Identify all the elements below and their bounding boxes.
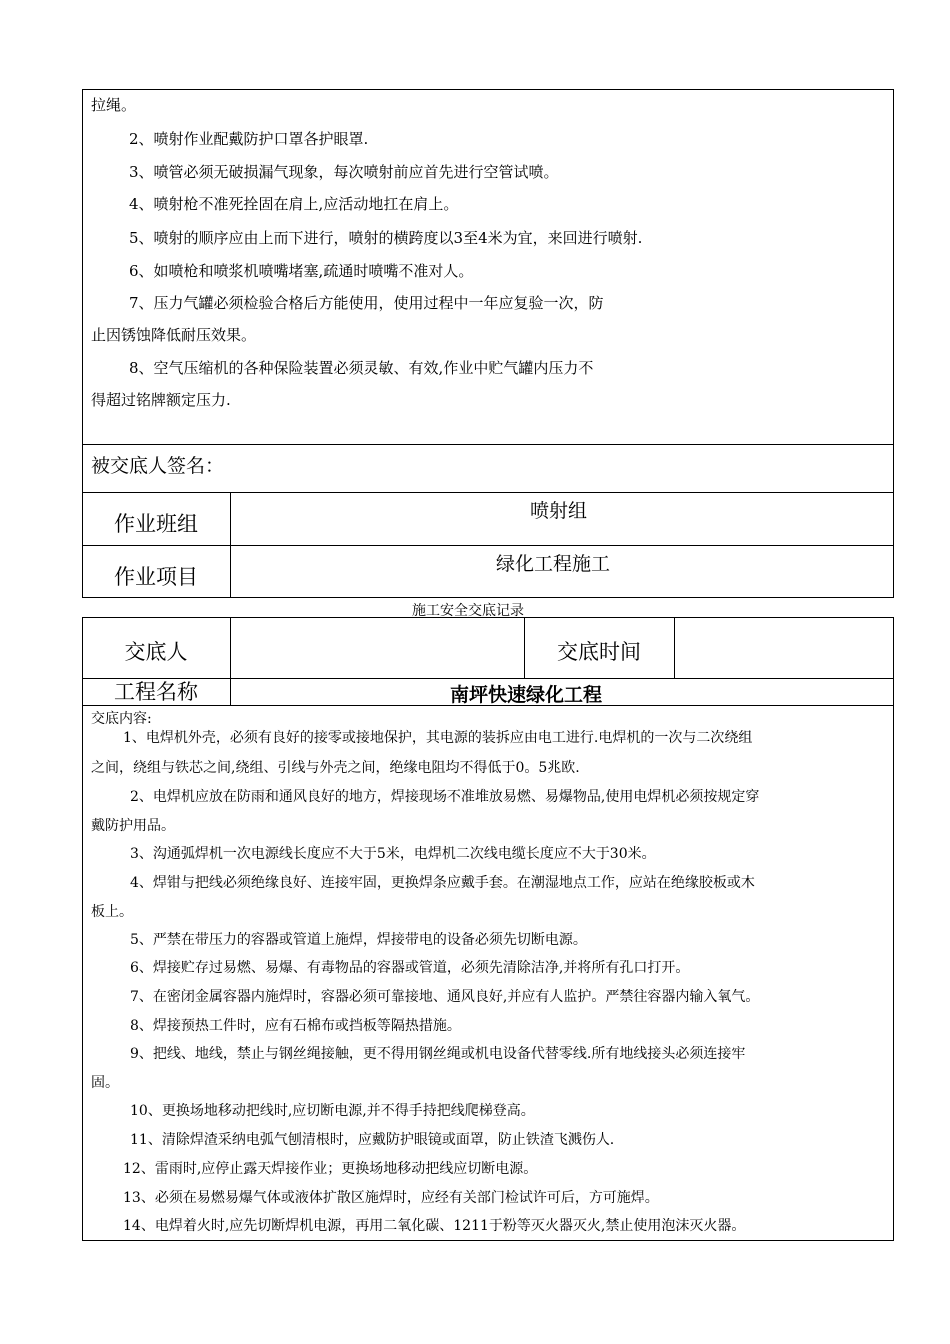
s2-line-13: 10、更换场地移动把线时,应切断电源,并不得手持把线爬梯登高。 <box>130 1103 535 1119</box>
record-caption: 施工安全交底记录 <box>412 603 524 619</box>
s2-line-10: 8、焊接预热工件时，应有石棉布或挡板等隔热措施。 <box>130 1018 461 1034</box>
s2-line-12: 固。 <box>91 1075 119 1091</box>
s1-line-3: 4、喷射枪不准死拴固在肩上,应活动地扛在肩上。 <box>129 195 459 213</box>
presenter-label: 交底人 <box>124 640 188 664</box>
section1-divider-signature <box>82 444 894 445</box>
s2-line-2: 2、电焊机应放在防雨和通风良好的地方，焊接现场不准堆放易燃、易爆物品,使用电焊机必须按规定穿 <box>130 789 760 805</box>
s1-line-4: 5、喷射的顺序应由上而下进行，喷射的横跨度以3至4米为宜，来回进行喷射. <box>129 229 643 247</box>
section1-column-divider <box>230 492 231 598</box>
s2-line-17: 14、电焊着火时,应先切断焊机电源，再用二氧化碳、1211于粉等灭火器灭火,禁止使用泡沫灭火器。 <box>123 1218 746 1234</box>
s1-line-6: 7、压力气罐必须检验合格后方能使用，使用过程中一年应复验一次，防 <box>129 294 604 312</box>
s2-line-4: 3、沟通弧焊机一次电源线长度应不大于5米，电焊机二次线电缆长度应不大于30米。 <box>130 846 656 862</box>
project-name-value: 南坪快速绿化工程 <box>450 684 603 706</box>
project-label: 作业项目 <box>114 565 198 589</box>
section1-divider-project <box>82 545 894 546</box>
signature-label: 被交底人签名： <box>91 455 225 477</box>
s2-line-5: 4、焊钳与把线必须绝缘良好、连接牢固，更换焊条应戴手套。在潮湿地点工作，应站在绝缘胶板或木 <box>130 875 755 891</box>
s1-line-9: 得超过铭牌额定压力. <box>91 391 231 409</box>
section2-col-1 <box>230 617 231 705</box>
s1-line-5: 6、如喷枪和喷浆机喷嘴堵塞,疏通时喷嘴不准对人。 <box>129 262 474 280</box>
section1-divider-team <box>82 492 894 493</box>
s1-line-7: 止因锈蚀降低耐压效果。 <box>91 326 257 344</box>
s2-line-1: 之间，绕组与铁芯之间,绕组、引线与外壳之间，绝缘电阻均不得低于0。5兆欧. <box>91 760 580 776</box>
s2-line-16: 13、必须在易燃易爆气体或液体扩散区施焊时，应经有关部门检试许可后，方可施焊。 <box>123 1190 659 1206</box>
team-value: 喷射组 <box>530 500 588 522</box>
content-label: 交底内容: <box>91 711 152 727</box>
s2-line-8: 6、焊接贮存过易燃、易爆、有毒物品的容器或管道，必须先清除洁净,并将所有孔口打开。 <box>130 960 690 976</box>
section2-col-3 <box>674 617 675 678</box>
s1-line-2: 3、喷管必须无破损漏气现象，每次喷射前应首先进行空管试喷。 <box>129 163 559 181</box>
s2-line-3: 戴防护用品。 <box>91 818 175 834</box>
time-label: 交底时间 <box>557 640 641 664</box>
project-name-label: 工程名称 <box>114 680 198 704</box>
s2-line-11: 9、把线、地线，禁止与钢丝绳接触，更不得用钢丝绳或机电设备代替零线.所有地线接头必须连接牢 <box>130 1046 746 1062</box>
s2-line-9: 7、在密闭金属容器内施焊时，容器必须可靠接地、通风良好,并应有人监护。严禁往容器内输入氧气。 <box>130 989 760 1005</box>
s2-line-0: 1、电焊机外壳，必须有良好的接零或接地保护，其电源的装拆应由电工进行.电焊机的一次与二次绕组 <box>123 730 753 746</box>
s1-line-8: 8、空气压缩机的各种保险装置必须灵敏、有效,作业中贮气罐内压力不 <box>129 359 594 377</box>
s2-line-7: 5、严禁在带压力的容器或管道上施焊，焊接带电的设备必须先切断电源。 <box>130 932 587 948</box>
s2-line-6: 板上。 <box>91 904 133 920</box>
s1-line-1: 2、喷射作业配戴防护口罩各护眼罩. <box>129 130 369 148</box>
s2-line-14: 11、清除焊渣采纳电弧气刨清根时，应戴防护眼镜或面罩，防止铁渣飞溅伤人. <box>130 1132 615 1148</box>
s1-line-0: 拉绳。 <box>91 96 137 114</box>
team-label: 作业班组 <box>114 512 198 536</box>
project-value: 绿化工程施工 <box>496 553 611 575</box>
s2-line-15: 12、雷雨时,应停止露天焊接作业；更换场地移动把线应切断电源。 <box>123 1161 538 1177</box>
